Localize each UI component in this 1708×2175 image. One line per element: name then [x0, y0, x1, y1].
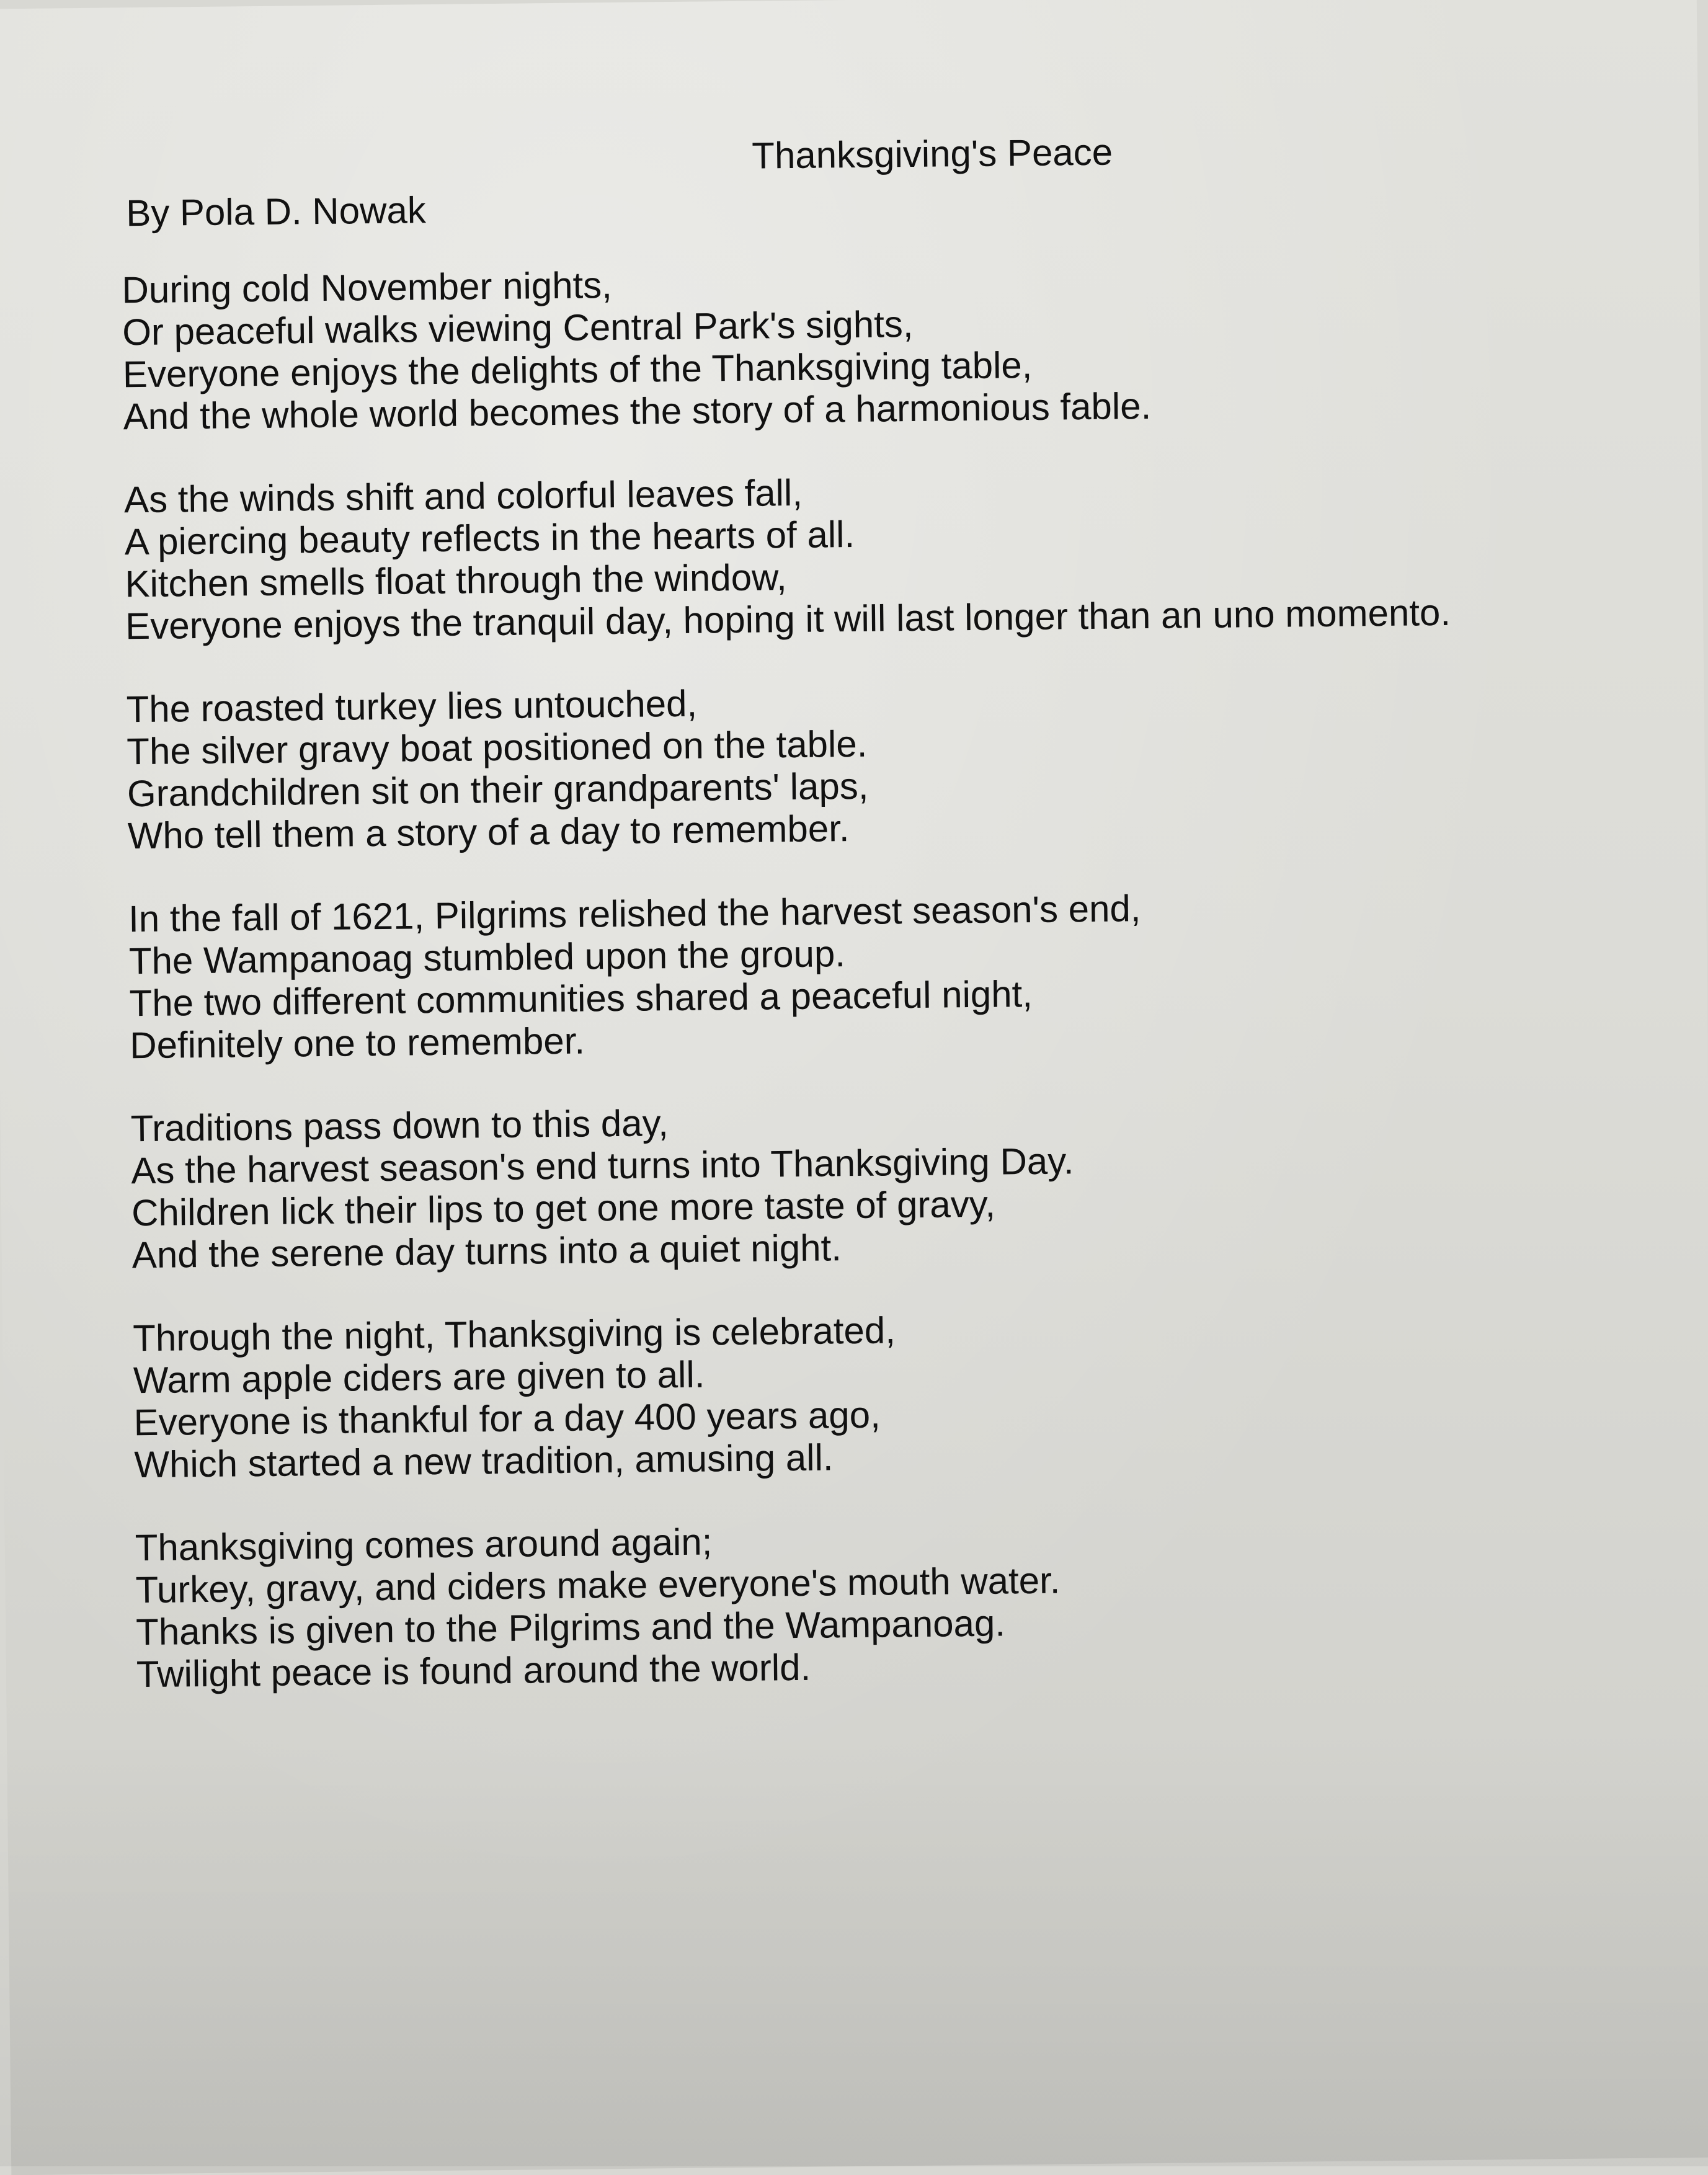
poem-line: Everyone is thankful for a day 400 years ago, [133, 1394, 881, 1444]
stanza-5 [130, 1094, 1457, 1276]
poem-line: Through the night, Thanksgiving is celebrated, [132, 1309, 896, 1359]
poem-line: A piercing beauty reflects in the hearts of all. [124, 513, 855, 563]
poem-line: Thanksgiving comes around again; [135, 1521, 713, 1569]
poem-line: During cold November nights, [122, 264, 613, 311]
poem-line: Children lick their lips to get one more taste of gravy, [131, 1183, 996, 1234]
poem-line: Everyone enjoys the delights of the Thanksgiving table, [122, 344, 1033, 396]
poem-line: Thanks is given to the Pilgrims and the Wampanoag. [135, 1602, 1006, 1653]
poem-line: Everyone enjoys the tranquil day, hoping it will last longer than an uno momento. [125, 591, 1451, 647]
stanza-6 [133, 1304, 1460, 1486]
stanza-7 [135, 1513, 1462, 1696]
poem-line: The silver gravy boat positioned on the table. [126, 723, 868, 773]
poem-line: The Wampanoag stumbled upon the group. [128, 933, 846, 982]
stanza-3 [126, 675, 1453, 857]
poem-line: The roasted turkey lies untouched, [126, 682, 698, 731]
poem-line: Definitely one to remember. [129, 1020, 585, 1067]
poem-line: Warm apple ciders are given to all. [133, 1353, 705, 1402]
poem-line: Traditions pass down to this day, [130, 1102, 669, 1150]
poem-body [122, 256, 1462, 1737]
poem-line: Twilight peace is found around the world. [136, 1646, 811, 1696]
poem-author: By Pola D. Nowak [125, 189, 427, 234]
poem-line: And the whole world becomes the story of a harmonious fable. [123, 385, 1152, 438]
poem-line: And the serene day turns into a quiet night. [131, 1227, 842, 1276]
poem-title: Thanksgiving's Peace [751, 131, 1113, 177]
poem-line: As the winds shift and colorful leaves fall, [123, 471, 803, 521]
poem-line: As the harvest season's end turns into Thanksgiving Day. [131, 1140, 1074, 1192]
stanza-1 [122, 256, 1449, 438]
poem-line: In the fall of 1621, Pilgrims relished the harvest season's end, [128, 887, 1141, 940]
poem-line: Grandchildren sit on their grandparents' laps, [127, 765, 869, 815]
poem-line: Who tell them a story of a day to remember. [127, 807, 850, 857]
stanza-4 [128, 884, 1456, 1067]
poem-line: Kitchen smells float through the window, [125, 556, 788, 605]
stanza-2 [124, 465, 1451, 647]
poem-line: Which started a new tradition, amusing all. [134, 1436, 834, 1486]
poem-line: Turkey, gravy, and ciders make everyone's mouth water. [135, 1559, 1061, 1611]
poem-line: The two different communities shared a peaceful night, [129, 972, 1033, 1025]
poem-line: Or peaceful walks viewing Central Park's sights, [122, 303, 914, 354]
